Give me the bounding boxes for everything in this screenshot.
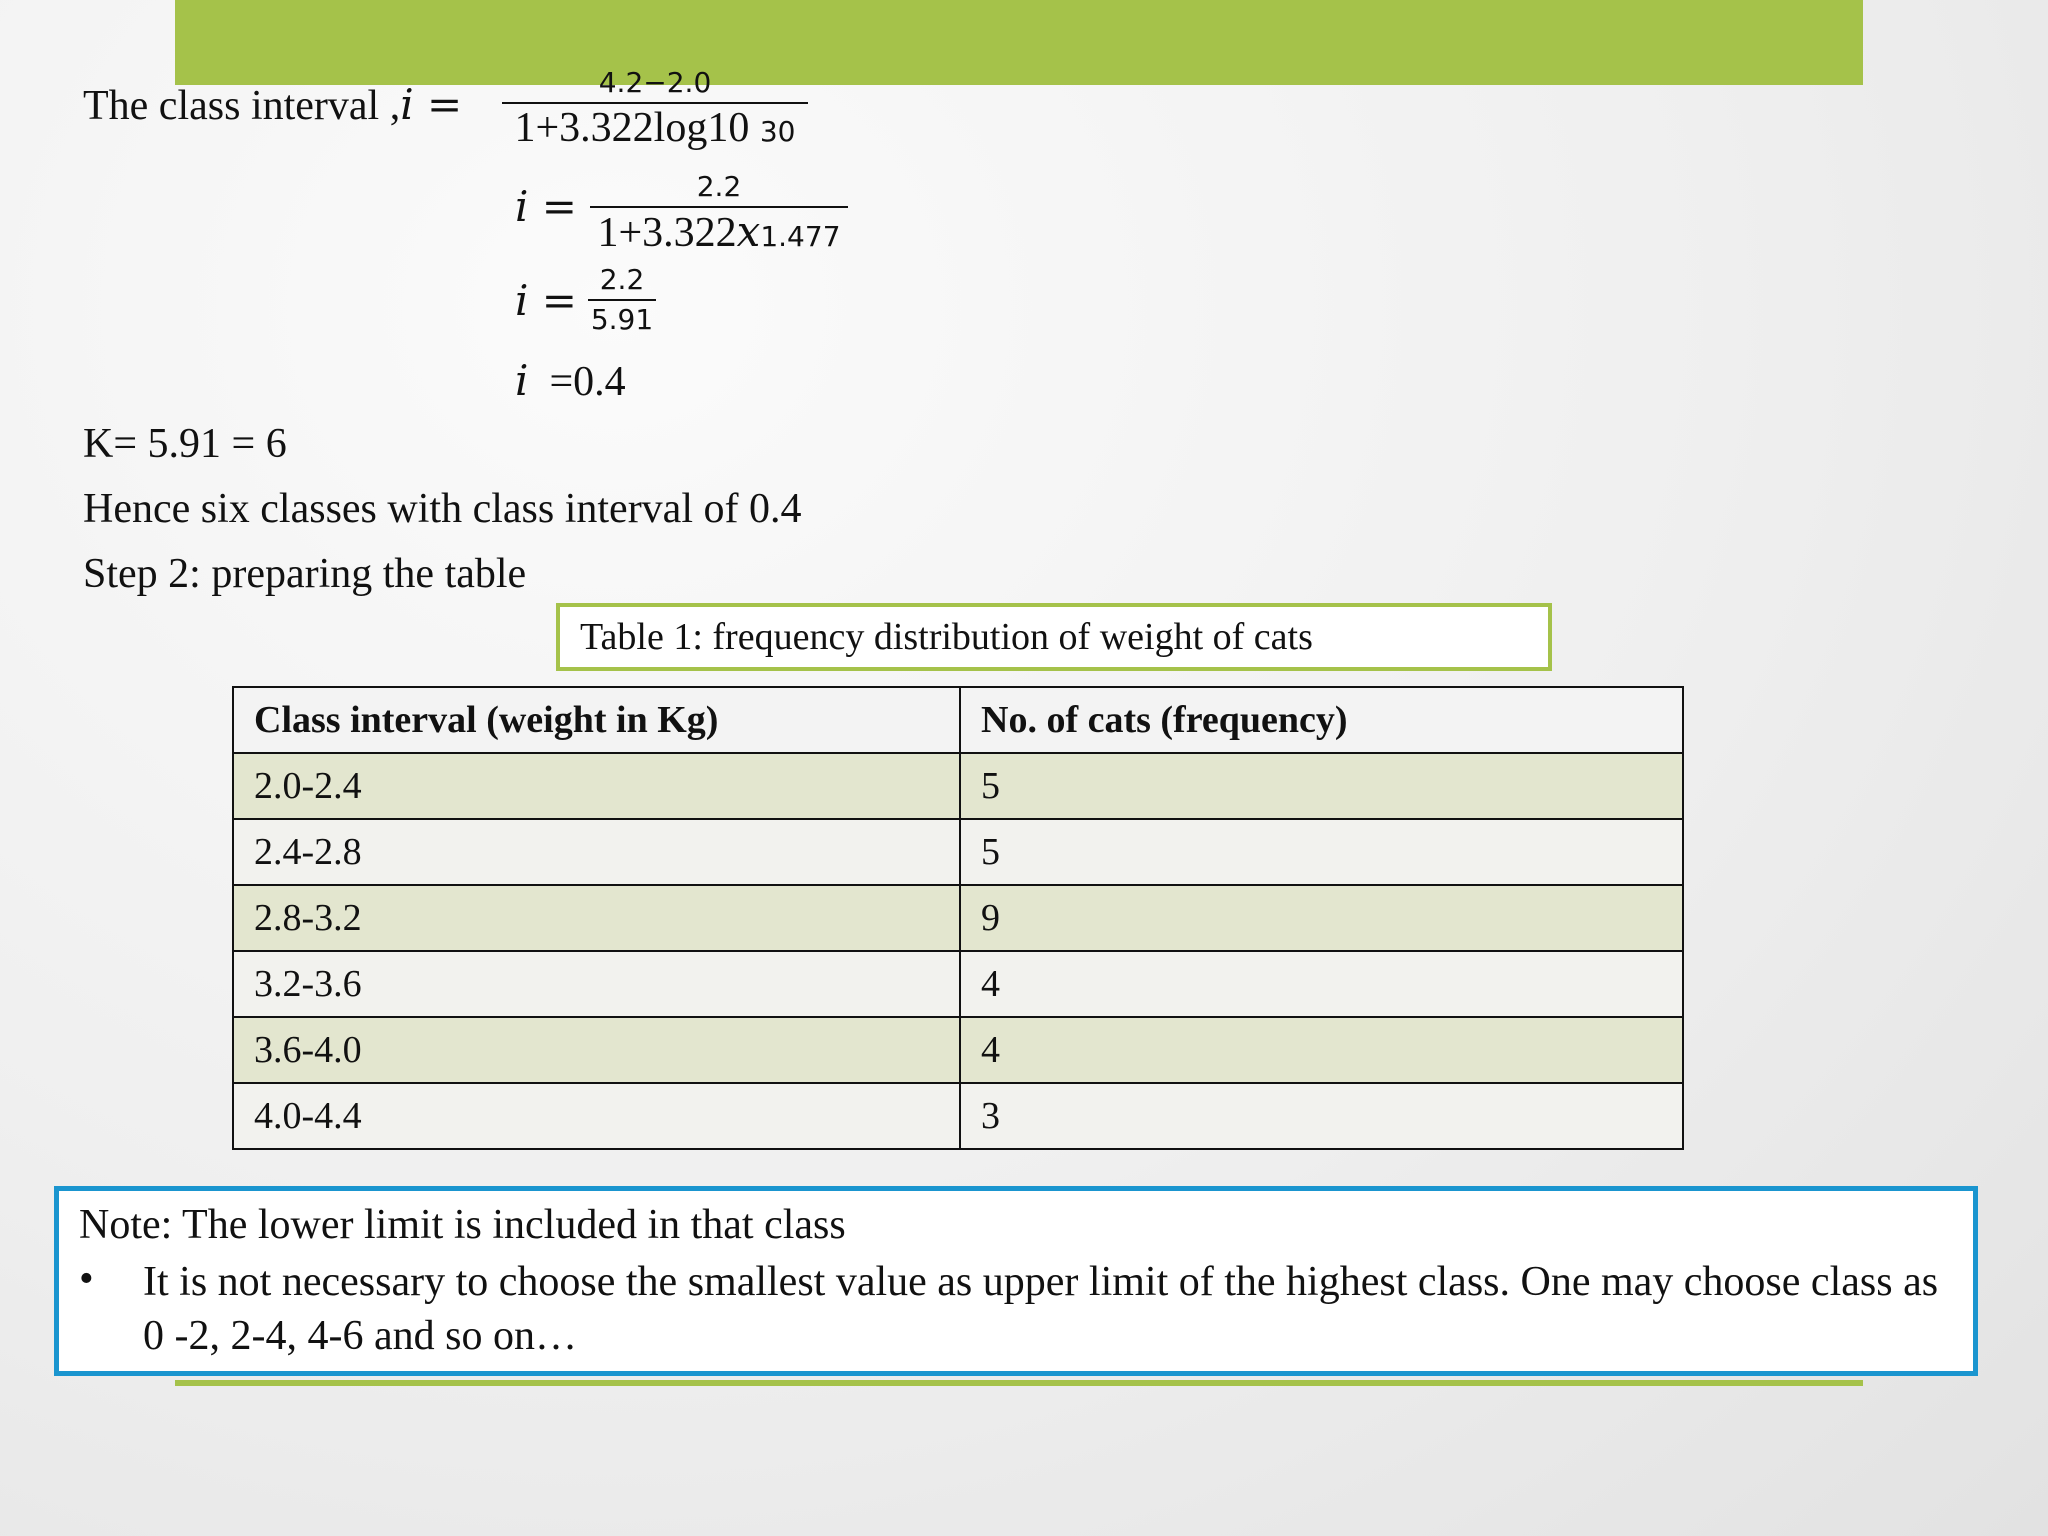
formula-var: i	[400, 80, 414, 129]
table-row	[233, 1017, 1683, 1083]
cell-class-interval: 2.4-2.8	[233, 819, 960, 885]
fraction-1-denominator	[502, 106, 808, 154]
table-row	[233, 753, 1683, 819]
cell-class-interval: 2.8-3.2	[233, 885, 960, 951]
table-row	[233, 951, 1683, 1017]
cell-class-interval: 3.2-3.6	[233, 951, 960, 1017]
cell-class-interval: 2.0-2.4	[233, 753, 960, 819]
cell-frequency: 3	[960, 1083, 1683, 1149]
cell-frequency: 5	[960, 753, 1683, 819]
table-row	[233, 1083, 1683, 1149]
header-frequency: No. of cats (frequency)	[960, 687, 1683, 753]
formula-line-2	[515, 182, 577, 232]
note-title: Note: The lower limit is included in that class	[79, 1202, 846, 1248]
table-caption: Table 1: frequency distribution of weight of cats	[556, 603, 1552, 671]
fraction-2-denominator	[590, 207, 848, 259]
formula-line-3	[515, 276, 577, 326]
frequency-table	[232, 686, 1684, 1150]
table-row	[233, 885, 1683, 951]
fraction-1-den-sub: 30	[759, 115, 796, 148]
fraction-step-2	[590, 170, 848, 259]
formula-4-var: i	[515, 356, 529, 405]
formula-result: =0.4	[549, 359, 626, 405]
cell-frequency: 4	[960, 1017, 1683, 1083]
fraction-step-3	[588, 263, 656, 337]
formula-intro-text: The class interval ,	[83, 83, 401, 129]
fraction-3-denominator: 5.91	[590, 303, 654, 336]
formula-equals: =	[413, 80, 463, 129]
fraction-3-bar	[588, 299, 656, 301]
bottom-accent-line	[175, 1380, 1863, 1386]
cell-frequency: 4	[960, 951, 1683, 1017]
cell-class-interval: 3.6-4.0	[233, 1017, 960, 1083]
note-bullet-text: It is not necessary to choose the smallest value as upper limit of the highest class. One may choose class as 0 -2, 2-4, 4-6 and so on…	[143, 1259, 1939, 1359]
fraction-2-bar	[590, 206, 848, 208]
formula-result-line	[515, 356, 626, 406]
step-line: Step 2: preparing the table	[83, 551, 527, 597]
k-line: K= 5.91 = 6	[83, 421, 287, 467]
fraction-2-den-sub: 1.477	[760, 220, 841, 253]
fraction-3-numerator: 2.2	[599, 263, 645, 296]
table-header-row	[233, 687, 1683, 753]
fraction-1-numerator: 4.2−2.0	[598, 66, 712, 99]
note-box	[54, 1186, 1978, 1376]
bullet-icon: •	[79, 1256, 94, 1302]
formula-3-var: i	[515, 276, 529, 325]
formula-2-equals: =	[528, 182, 577, 231]
fraction-1-den-main: 1+3.322log10	[514, 105, 750, 151]
formula-3-equals: =	[528, 276, 577, 325]
formula-2-var: i	[515, 182, 529, 231]
top-accent-bar	[175, 0, 1863, 85]
hence-line: Hence six classes with class interval of 0.4	[83, 486, 802, 532]
table-row	[233, 819, 1683, 885]
cell-class-interval: 4.0-4.4	[233, 1083, 960, 1149]
fraction-1-bar	[502, 102, 808, 104]
header-class-interval: Class interval (weight in Kg)	[233, 687, 960, 753]
fraction-2-numerator: 2.2	[696, 170, 742, 203]
fraction-2-den-main: 1+3.322	[597, 210, 737, 256]
cell-frequency: 5	[960, 819, 1683, 885]
fraction-step-1	[502, 66, 808, 154]
fraction-2-den-x: x	[736, 207, 761, 256]
cell-frequency: 9	[960, 885, 1683, 951]
formula-intro	[83, 80, 462, 130]
